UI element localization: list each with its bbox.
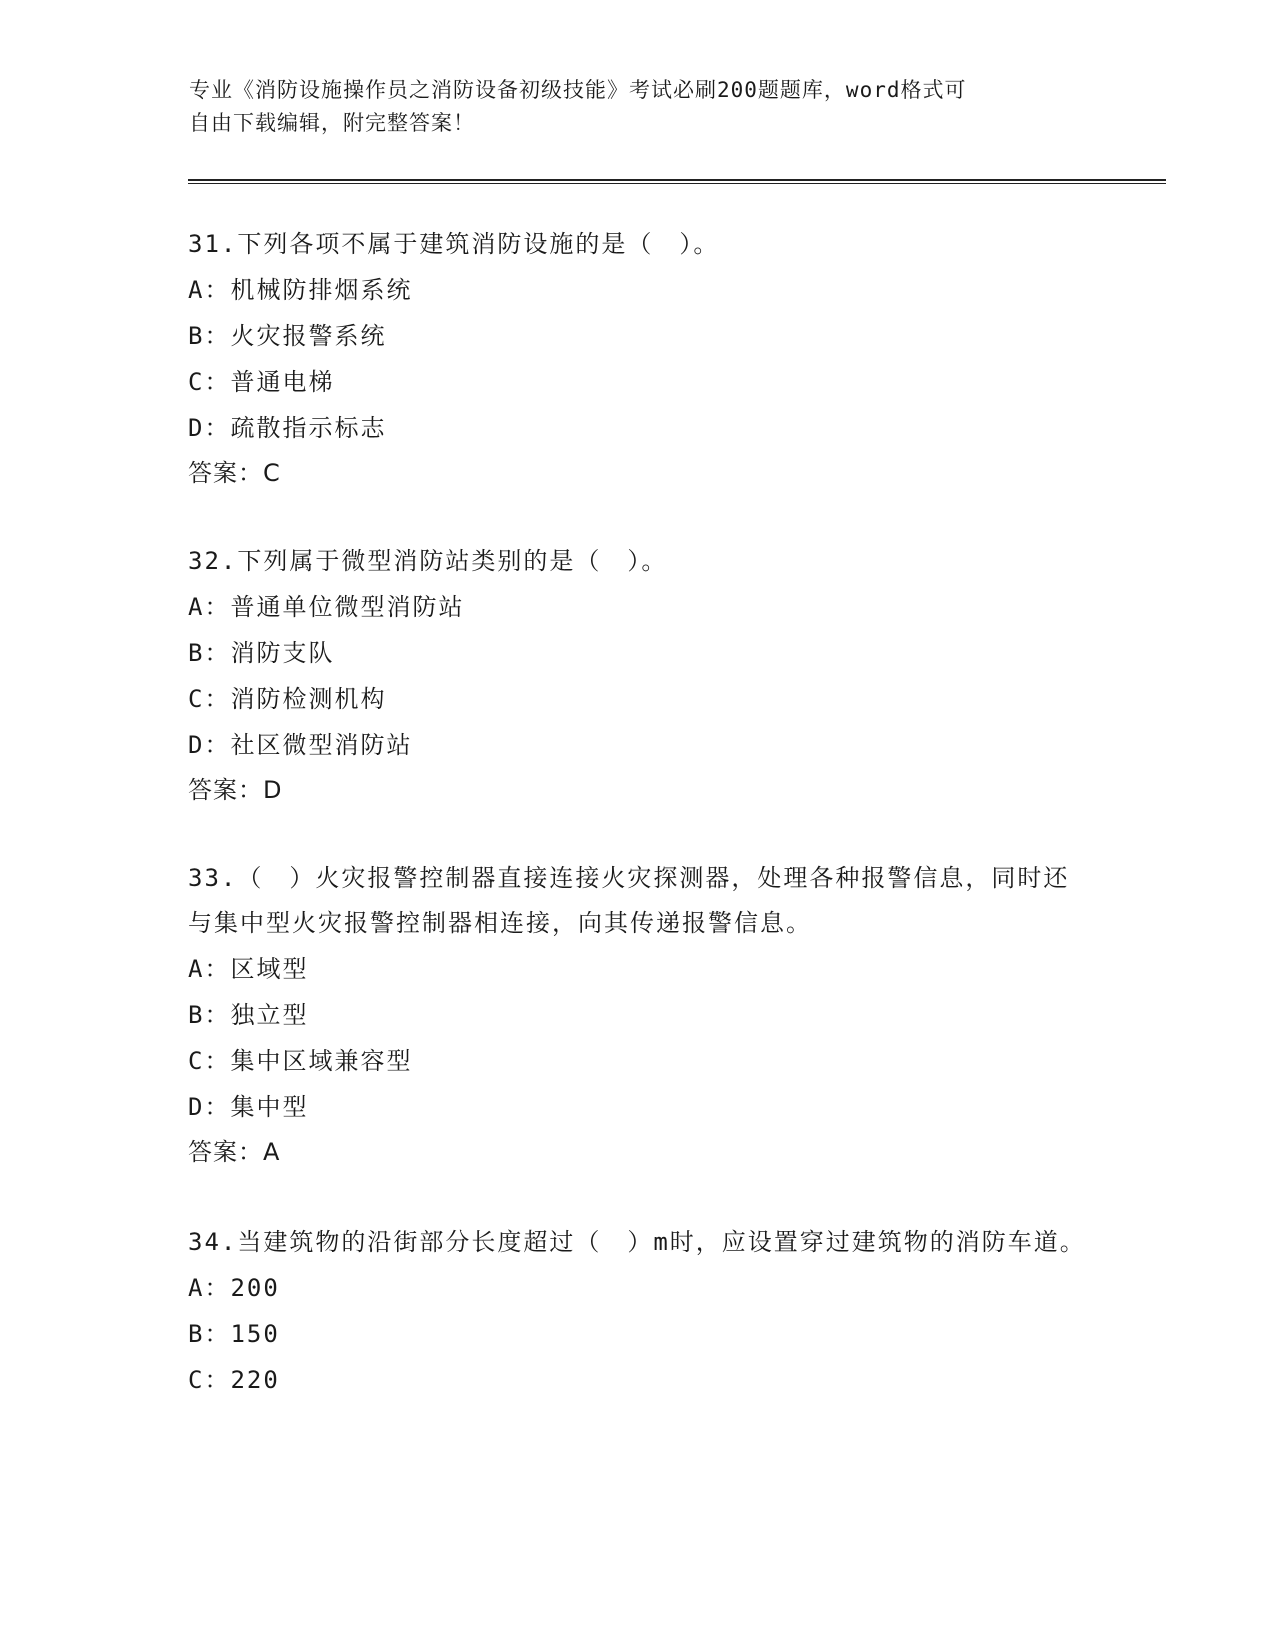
option-c: C：普通电梯 bbox=[188, 368, 335, 396]
question-stem: 34.当建筑物的沿街部分长度超过（ ）m时，应设置穿过建筑物的消防车道。 bbox=[188, 1228, 1086, 1256]
option-b: B：150 bbox=[188, 1320, 280, 1348]
option-c: C：220 bbox=[188, 1366, 280, 1394]
option-b: B：火灾报警系统 bbox=[188, 322, 387, 350]
header-divider-thin bbox=[188, 183, 1166, 184]
header-divider-thick bbox=[188, 179, 1166, 181]
header-line-1: 专业《消防设施操作员之消防设备初级技能》考试必刷200题题库，word格式可 bbox=[189, 78, 967, 102]
option-c: C：消防检测机构 bbox=[188, 685, 387, 713]
answer: 答案：A bbox=[188, 1138, 281, 1166]
option-b: B：消防支队 bbox=[188, 639, 335, 667]
document-header bbox=[189, 74, 1069, 140]
option-a: A：普通单位微型消防站 bbox=[188, 593, 465, 621]
option-d: D：疏散指示标志 bbox=[188, 414, 387, 442]
question-stem: 31.下列各项不属于建筑消防设施的是（ ）。 bbox=[188, 230, 720, 258]
option-a: A：200 bbox=[188, 1274, 280, 1302]
option-d: D：集中型 bbox=[188, 1093, 309, 1121]
question-32 bbox=[188, 539, 1088, 812]
header-line-2: 自由下载编辑，附完整答案！ bbox=[189, 111, 475, 135]
question-stem: 32.下列属于微型消防站类别的是（ ）。 bbox=[188, 547, 668, 575]
question-33 bbox=[188, 856, 1088, 1174]
answer: 答案：D bbox=[188, 776, 283, 804]
option-a: A：区域型 bbox=[188, 955, 309, 983]
question-31 bbox=[188, 222, 1088, 495]
option-c: C：集中区域兼容型 bbox=[188, 1047, 413, 1075]
question-34 bbox=[188, 1220, 1088, 1403]
option-d: D：社区微型消防站 bbox=[188, 731, 413, 759]
option-b: B：独立型 bbox=[188, 1001, 309, 1029]
option-a: A：机械防排烟系统 bbox=[188, 276, 413, 304]
question-stem: 33.（ ）火灾报警控制器直接连接火灾探测器，处理各种报警信息，同时还与集中型火灾报警控制器相连接，向其传递报警信息。 bbox=[188, 864, 1070, 937]
answer: 答案：C bbox=[188, 459, 281, 487]
